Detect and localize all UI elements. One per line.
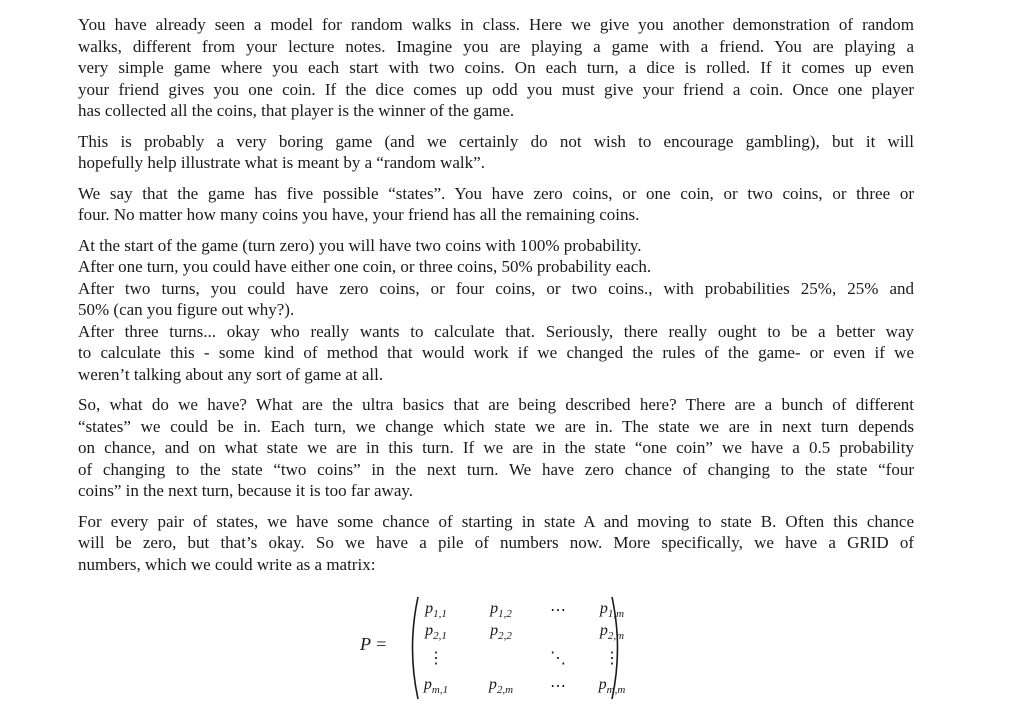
matrix-cell-subscript: 2,m xyxy=(496,684,514,697)
paragraph xyxy=(78,131,914,174)
paragraph xyxy=(78,394,914,502)
text-line: hopefully help illustrate what is meant by a “random walk”. xyxy=(78,153,485,172)
text-line: has collected all the coins, that player is the winner of the game. xyxy=(78,101,515,120)
matrix-cell-symbol: ⋮ xyxy=(604,650,620,667)
matrix-cell-subscript: 2,1 xyxy=(433,630,447,643)
text-line: At the start of the game (turn zero) you will have two coins with 100% probability. xyxy=(78,235,642,255)
paragraph xyxy=(78,235,914,386)
text-line: coins” in the next turn, because it is too far away. xyxy=(78,481,414,500)
paragraph xyxy=(78,183,914,226)
matrix-cell xyxy=(471,600,531,620)
matrix-cell xyxy=(528,600,588,622)
matrix-cell-subscript: 1,2 xyxy=(498,608,512,621)
matrix-cell-symbol: p xyxy=(599,622,608,639)
text-line: After one turn, you could have either one coin, or three coins, 50% probability each. xyxy=(78,257,652,276)
matrix-cell xyxy=(406,600,466,620)
transition-matrix xyxy=(360,596,640,700)
text-line: your friend gives you one coin. If the dice comes up odd you must give your friend a coin. Once one player xyxy=(78,79,914,99)
matrix-cell-symbol: p xyxy=(423,676,432,693)
text-line: This is probably a very boring game (and we certainly do not wish to encourage gambling), but it will xyxy=(78,131,914,151)
text-line: After three turns... okay who really wants to calculate that. Seriously, there really ought to be a better way xyxy=(78,321,914,341)
text-line: walks, different from your lecture notes. Imagine you are playing a game with a friend. You are playing a xyxy=(78,36,914,56)
text-line: You have already seen a model for random walks in class. Here we give you another demonstration of random xyxy=(78,15,914,34)
matrix-cell-symbol: p xyxy=(490,600,499,617)
matrix-cell-symbol: ⋮ xyxy=(428,650,444,667)
text-line: So, what do we have? What are the ultra basics that are being described here? There are a bunch of different xyxy=(78,395,914,414)
text-line: 50% (can you figure out why?). xyxy=(78,300,295,319)
matrix-cell-subscript: m,m xyxy=(606,684,626,697)
text-line: numbers, which we could write as a matrix: xyxy=(78,554,376,574)
text-line: “states” we could be in. Each turn, we change which state we are in. The state we are in next turn depends xyxy=(78,416,914,436)
text-line: We say that the game has five possible “states”. You have zero coins, or one coin, or two coins, or three or xyxy=(78,183,914,203)
matrix-cell-symbol: ⋱ xyxy=(550,650,566,667)
text-line: For every pair of states, we have some chance of starting in state A and moving to state B. Often this chance xyxy=(78,511,914,531)
matrix-cell xyxy=(582,600,642,620)
matrix-cell xyxy=(471,622,531,642)
matrix-cell xyxy=(528,648,588,670)
text-line: After two turns, you could have zero coins, or four coins, or two coins., with probabilities 25%, 25% and xyxy=(78,278,914,298)
matrix-cell-symbol: p xyxy=(425,622,434,639)
matrix-cell-symbol: ⋯ xyxy=(550,602,566,619)
text-line: will be zero, but that’s okay. So we have a pile of numbers now. More specifically, we have a GRID of xyxy=(78,533,914,552)
text-line: four. No matter how many coins you have, your friend has all the remaining coins. xyxy=(78,205,640,224)
matrix-cell-subscript: 2,2 xyxy=(498,630,512,643)
matrix-cell xyxy=(406,676,466,696)
text-line: of changing to the state “two coins” in the next turn. We have zero chance of changing to the state “four xyxy=(78,459,914,479)
matrix-cell xyxy=(471,676,531,696)
matrix-cell-symbol: p xyxy=(598,676,607,693)
matrix-cell xyxy=(528,676,588,698)
text-line: very simple game where you each start with two coins. On each turn, a dice is rolled. If it comes up even xyxy=(78,58,914,77)
matrix-label: P = xyxy=(360,634,388,654)
paragraph xyxy=(78,14,914,122)
matrix-cell xyxy=(582,676,642,696)
text-line: on chance, and on what state we are in this turn. If we are in the state “one coin” we have a 0.5 probability xyxy=(78,438,914,457)
matrix-cell xyxy=(582,648,642,670)
matrix-cell-subscript: m,1 xyxy=(431,684,449,697)
matrix-cell xyxy=(406,648,466,670)
matrix-cell-subscript: 1,m xyxy=(607,608,625,621)
matrix-cell-symbol: p xyxy=(599,600,608,617)
document-body xyxy=(78,14,914,584)
matrix-cell-symbol: p xyxy=(488,676,497,693)
matrix-cell-symbol: p xyxy=(490,622,499,639)
matrix-cell xyxy=(406,622,466,642)
text-line: to calculate this - some kind of method that would work if we changed the rules of the game- or even if we xyxy=(78,343,914,362)
matrix-cell-subscript: 1,1 xyxy=(433,608,447,621)
paragraph xyxy=(78,511,914,576)
matrix-cell-symbol: p xyxy=(425,600,434,617)
text-line: weren’t talking about any sort of game at all. xyxy=(78,364,384,384)
matrix-cell-subscript: 2,m xyxy=(607,630,625,643)
matrix-cell-symbol: ⋯ xyxy=(550,678,566,695)
matrix-cell xyxy=(582,622,642,642)
